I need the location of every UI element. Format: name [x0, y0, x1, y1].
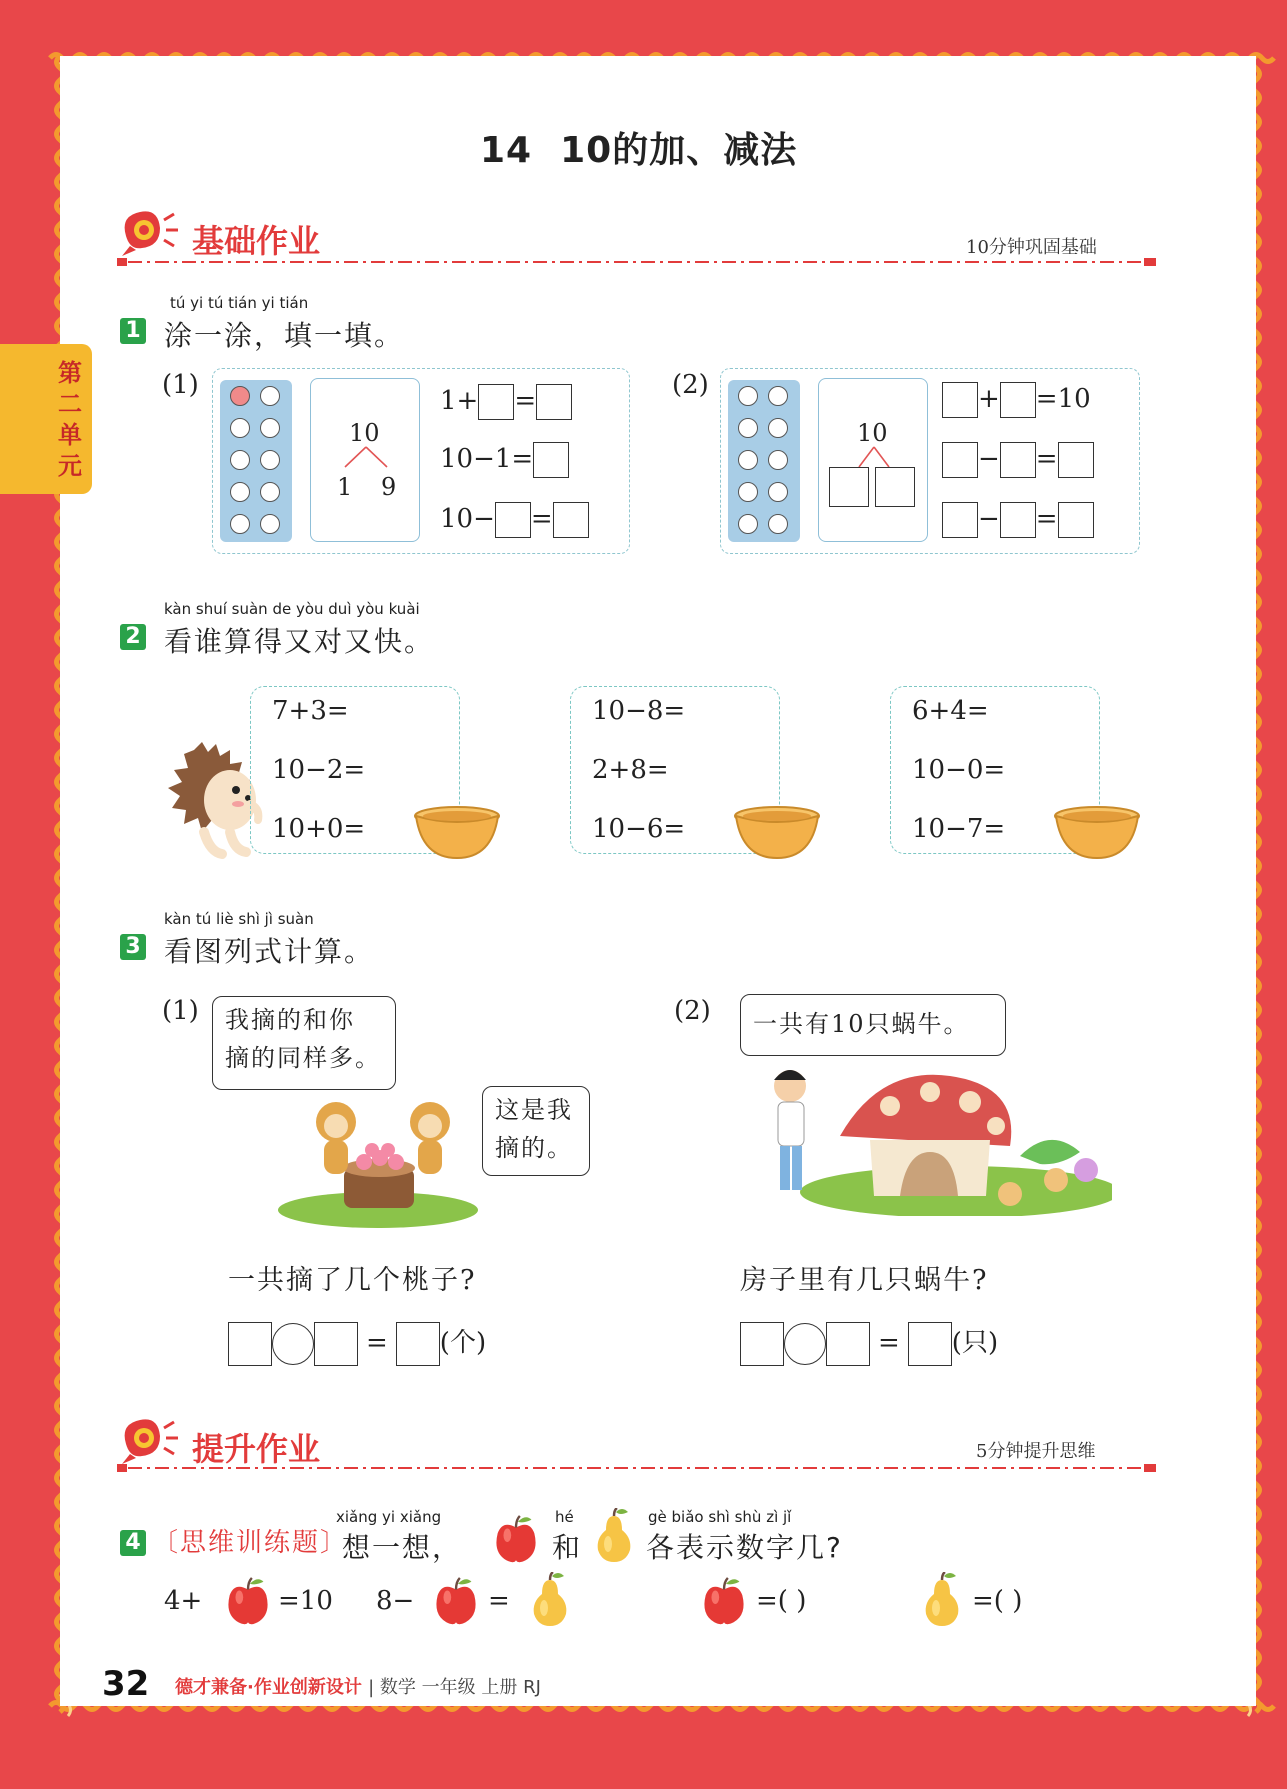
answer-box[interactable]: [478, 384, 514, 420]
mushroom-house-snails-illustration: [760, 1056, 1112, 1216]
q4-pear-answer[interactable]: =( ): [972, 1586, 1023, 1616]
bond-lines: [849, 445, 899, 469]
q2-number: 2: [120, 624, 146, 650]
unit-text: (个): [439, 1328, 487, 1358]
pear-icon: [526, 1572, 574, 1628]
q4-pinyin-3: gè biǎo shì shù zì jǐ: [648, 1508, 792, 1526]
q3-p2-question: 房子里有几只蜗牛?: [740, 1265, 989, 1296]
q4-pinyin-1: xiǎng yi xiǎng: [336, 1508, 442, 1526]
answer-box[interactable]: [1000, 502, 1036, 538]
bond-top-number: 10: [349, 419, 380, 447]
operator-circle[interactable]: [272, 1323, 314, 1365]
unit-side-tab-label: 第二单元: [58, 359, 82, 480]
unit-text: (只): [951, 1328, 999, 1358]
q2-equation[interactable]: 2+8=: [592, 755, 669, 785]
q3-number: 3: [120, 934, 146, 960]
q3-p1-label: (1): [162, 996, 199, 1026]
q3-p1-speech-bubble-1: [212, 996, 396, 1090]
q3-p2-equation: [740, 1322, 998, 1366]
q2-equation[interactable]: 10−7=: [912, 814, 1006, 844]
ten-frame-dot[interactable]: [768, 482, 788, 502]
megaphone-icon: [116, 1414, 180, 1466]
footer-subject-text: 数学 一年级 上册 RJ: [379, 1677, 541, 1698]
answer-box[interactable]: [495, 502, 531, 538]
ten-frame-dot[interactable]: [230, 514, 250, 534]
answer-box[interactable]: [740, 1322, 784, 1366]
pear-icon: [918, 1572, 966, 1628]
bubble-line: 摘的同样多。: [225, 1044, 381, 1072]
lesson-title-text: 10的加、减法: [560, 130, 798, 171]
ten-frame-dot[interactable]: [260, 482, 280, 502]
apple-icon: [224, 1576, 272, 1630]
q1-p2-ten-frame[interactable]: [728, 380, 800, 542]
bond-top-number: 10: [857, 419, 888, 447]
footer-series: [175, 1673, 541, 1699]
apple-icon: [492, 1514, 540, 1568]
apple-icon: [432, 1576, 480, 1630]
answer-box[interactable]: [942, 442, 978, 478]
q4-eq2-suffix: =: [488, 1586, 510, 1616]
section-basic-title: 基础作业: [192, 222, 321, 260]
answer-box[interactable]: [942, 502, 978, 538]
footer-subject-info: | 数学 一年级 上册 RJ: [368, 1677, 541, 1698]
answer-box[interactable]: [1000, 382, 1036, 418]
q3-p2-label: (2): [674, 996, 711, 1026]
q3-p1-speech-bubble-2: [482, 1086, 590, 1176]
footer-series-name: 德才兼备·作业创新设计: [175, 1677, 362, 1698]
answer-box[interactable]: [396, 1322, 440, 1366]
apple-icon: [700, 1576, 748, 1630]
unit-side-tab: [0, 344, 92, 494]
bond-lines: [341, 445, 391, 469]
answer-box[interactable]: [553, 502, 589, 538]
eq-text: =: [878, 1328, 900, 1358]
q1-p2-eq1: [942, 382, 1091, 418]
bond-left-box[interactable]: [829, 467, 869, 507]
q1-pinyin: tú yi tú tián yi tián: [170, 294, 309, 312]
q3-p1-equation: [228, 1322, 486, 1366]
q3-text: 看图列式计算。: [164, 935, 375, 968]
answer-box[interactable]: [533, 442, 569, 478]
q1-p1-number-bond: [310, 378, 420, 542]
eq-text: =: [366, 1328, 388, 1358]
ten-frame-dot[interactable]: [230, 450, 250, 470]
ten-frame-dot[interactable]: [768, 386, 788, 406]
bubble-line: 我摘的和你: [225, 1006, 355, 1034]
bowl-icon: [734, 806, 820, 860]
ten-frame-dot[interactable]: [738, 386, 758, 406]
q3-p2-speech-bubble: 一共有10只蜗牛。: [740, 994, 1006, 1056]
answer-box[interactable]: [826, 1322, 870, 1366]
q4-text-3: 各表示数字几?: [646, 1531, 843, 1564]
q1-text: 涂一涂，填一填。: [164, 319, 405, 352]
q2-pinyin: kàn shuí suàn de yòu duì yòu kuài: [164, 600, 420, 618]
ten-frame-dot[interactable]: [738, 450, 758, 470]
bond-right-number: 9: [381, 473, 397, 501]
eq-text: 10−1=: [440, 444, 534, 474]
eq-text: =10: [1035, 384, 1091, 414]
ten-frame-dot[interactable]: [230, 418, 250, 438]
ten-frame-dot[interactable]: [768, 514, 788, 534]
lesson-number: 14: [480, 130, 533, 171]
section-basic-divider: [116, 254, 1162, 270]
bubble-line: 这是我: [495, 1096, 573, 1124]
q1-p1-ten-frame[interactable]: [220, 380, 292, 542]
q2-equation[interactable]: 6+4=: [912, 696, 989, 726]
megaphone-icon: [116, 206, 180, 258]
ten-frame-dot[interactable]: [738, 482, 758, 502]
ten-frame-dot[interactable]: [260, 450, 280, 470]
bowl-icon: [414, 806, 500, 860]
q4-tag: 〔思维训练题〕: [152, 1528, 349, 1558]
q2-equation[interactable]: 10−6=: [592, 814, 686, 844]
answer-box[interactable]: [942, 382, 978, 418]
q4-eq1-suffix: =10: [278, 1586, 333, 1616]
bond-left-number: 1: [337, 473, 353, 501]
section-advanced-divider: [116, 1460, 1162, 1476]
section-advanced-title: 提升作业: [192, 1430, 321, 1468]
q1-p2-eq3: [942, 502, 1094, 538]
lesson-title: [480, 122, 797, 173]
operator-circle[interactable]: [784, 1323, 826, 1365]
q1-p2-eq2: [942, 442, 1094, 478]
q4-text-1: 想一想，: [342, 1531, 463, 1564]
page-number: 32: [102, 1664, 150, 1704]
q1-p1-eq2: [440, 442, 569, 478]
answer-box[interactable]: [1000, 442, 1036, 478]
answer-box[interactable]: [1058, 442, 1094, 478]
q1-p1-eq1: [440, 384, 572, 420]
q3-p1-question: 一共摘了几个桃子?: [228, 1265, 477, 1296]
bond-right-box[interactable]: [875, 467, 915, 507]
q4-eq1-prefix: 4+: [164, 1586, 203, 1616]
hedgehog-illustration: [164, 740, 264, 860]
ten-frame-dot[interactable]: [768, 418, 788, 438]
eq-text: =: [1035, 444, 1058, 474]
eq-text: −: [978, 444, 1000, 474]
ten-frame-dot[interactable]: [260, 514, 280, 534]
ten-frame-dot[interactable]: [230, 482, 250, 502]
q4-pinyin-2: hé: [555, 1508, 574, 1526]
q4-number: 4: [120, 1530, 146, 1556]
eq-text: +: [978, 384, 1000, 414]
q4-apple-answer[interactable]: =( ): [756, 1586, 807, 1616]
ten-frame-dot[interactable]: [738, 418, 758, 438]
q2-equation[interactable]: 7+3=: [272, 696, 349, 726]
ten-frame-dot-filled[interactable]: [230, 386, 250, 406]
ten-frame-dot[interactable]: [260, 418, 280, 438]
section-basic-note: 10分钟巩固基础: [966, 237, 1097, 258]
bubble-line: 摘的。: [495, 1134, 573, 1162]
q4-eq2-prefix: 8−: [376, 1586, 415, 1616]
section-advanced-note: 5分钟提升思维: [976, 1441, 1096, 1462]
q1-p1-eq3: [440, 502, 589, 538]
q2-equation[interactable]: 10−8=: [592, 696, 686, 726]
eq-text: 1+: [440, 386, 479, 416]
q2-equation[interactable]: 10−2=: [272, 755, 366, 785]
q2-equation[interactable]: 10−0=: [912, 755, 1006, 785]
answer-box[interactable]: [1058, 502, 1094, 538]
answer-box[interactable]: [536, 384, 572, 420]
eq-text: =: [1035, 504, 1058, 534]
q1-p2-number-bond: [818, 378, 928, 542]
q1-number: 1: [120, 318, 146, 344]
q3-pinyin: kàn tú liè shì jì suàn: [164, 910, 314, 928]
ten-frame-dot[interactable]: [738, 514, 758, 534]
eq-text: =: [514, 386, 537, 416]
q1-p2-label: (2): [672, 370, 709, 400]
q2-text: 看谁算得又对又快。: [164, 625, 435, 658]
q1-p1-label: (1): [162, 370, 199, 400]
monkeys-peaches-illustration: [278, 1098, 478, 1228]
eq-text: 10−: [440, 504, 495, 534]
answer-box[interactable]: [908, 1322, 952, 1366]
answer-box[interactable]: [228, 1322, 272, 1366]
eq-text: =: [530, 504, 553, 534]
bowl-icon: [1054, 806, 1140, 860]
eq-text: −: [978, 504, 1000, 534]
ten-frame-dot[interactable]: [260, 386, 280, 406]
pear-icon: [590, 1508, 638, 1564]
q2-equation[interactable]: 10+0=: [272, 814, 366, 844]
answer-box[interactable]: [314, 1322, 358, 1366]
q4-text-2: 和: [552, 1531, 583, 1564]
ten-frame-dot[interactable]: [768, 450, 788, 470]
